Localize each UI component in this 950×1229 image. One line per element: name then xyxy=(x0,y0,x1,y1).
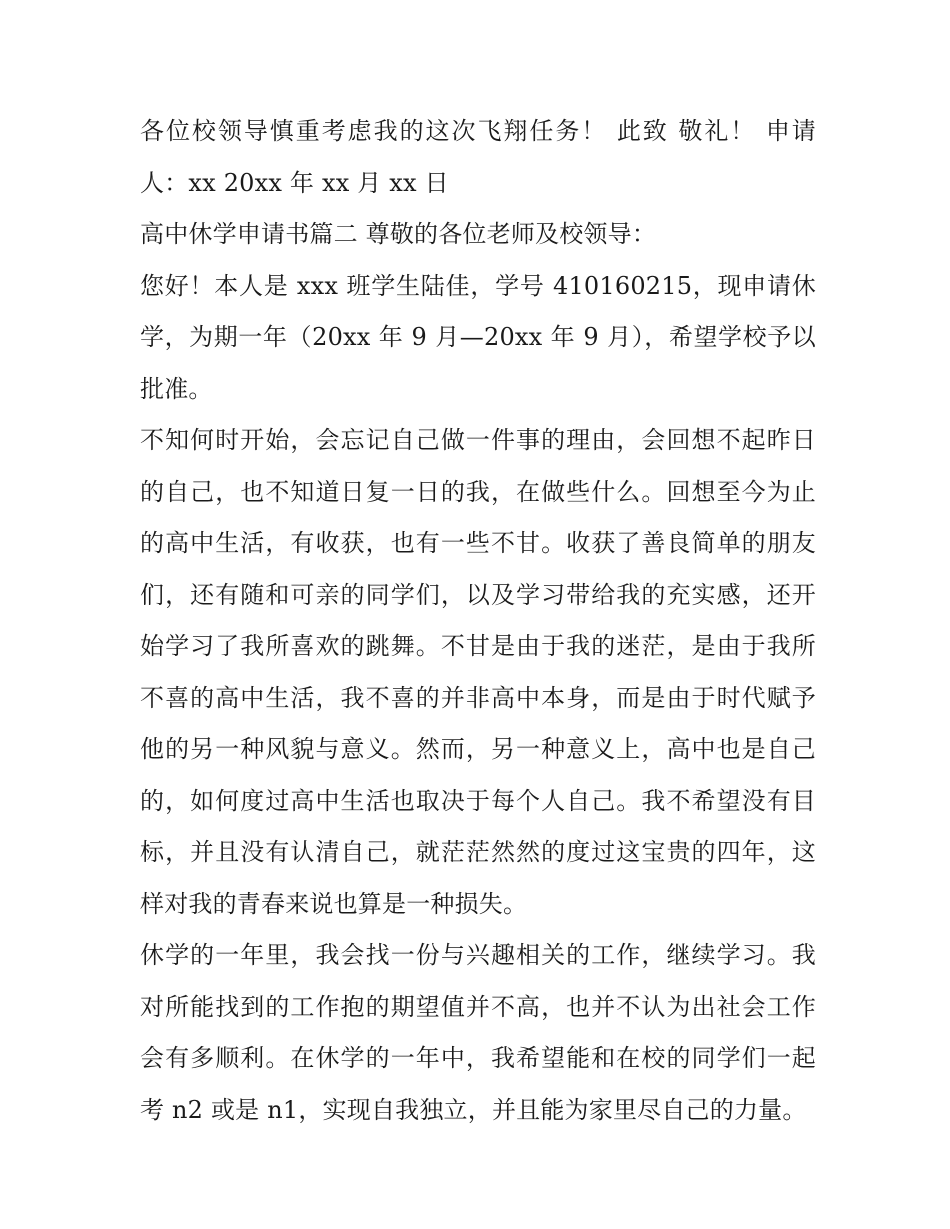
paragraph-greeting: 您好！本人是 xxx 班学生陆佳，学号 410160215，现申请休学，为期一年（20xx 年 9 月—20xx 年 9 月），希望学校予以批准。 xyxy=(140,271,816,403)
document-body xyxy=(140,106,816,1136)
paragraph-reflection: 不知何时开始，会忘记自己做一件事的理由，会回想不起昨日的自己，也不知道日复一日的我，在做些什么。回想至今为止的高中生活，有收获，也有一些不甘。收获了善良简单的朋友们，还有随和可亲的同学们，以及学习带给我的充实感，还开始学习了我所喜欢的跳舞。不甘是由于我的迷茫，是由于我所不喜的高中生活，我不喜的并非高中本身，而是由于时代赋予他的另一种风貌与意义。然而，另一种意义上，高中也是自己的，如何度过高中生活也取决于每个人自己。我不希望没有目标，并且没有认清自己，就茫茫然然的度过这宝贵的四年，这样对我的青春来说也算是一种损失。 xyxy=(140,426,816,918)
paragraph-plan: 休学的一年里，我会找一份与兴趣相关的工作，继续学习。我对所能找到的工作抱的期望值并不高，也并不认为出社会工作会有多顺利。在休学的一年中，我希望能和在校的同学们一起考 n2 或是 n1，实现自我独立，并且能为家里尽自己的力量。 xyxy=(140,941,816,1124)
paragraph-closing: 各位校领导慎重考虑我的这次飞翔任务！ 此致 敬礼！ 申请人：xx 20xx 年 xx 月 xx 日 xyxy=(140,117,816,197)
paragraph-heading: 高中休学申请书篇二 尊敬的各位老师及校领导： xyxy=(140,220,657,248)
